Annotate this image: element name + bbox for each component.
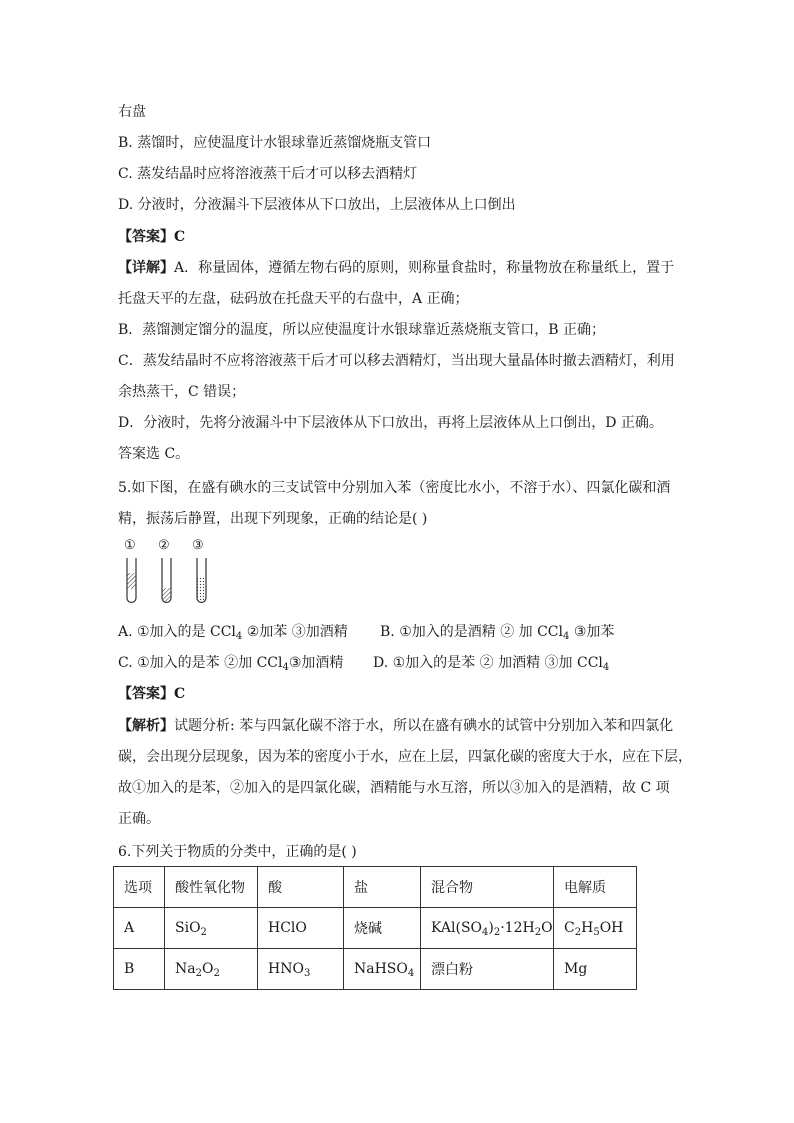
row-a-mixture: [421, 908, 554, 949]
q4-detail-line-6: D．分液时，先将分液漏斗中下层液体从下口放出，再将上层液体从上口倒出，D 正确。: [118, 415, 663, 431]
row-a-mix-sub-1: 4: [482, 927, 489, 938]
tube-1-upper-layer: [127, 573, 136, 589]
q5-answer: 【答案】C: [118, 686, 186, 702]
tube-label-1: ①: [124, 538, 136, 553]
q4-detail-line-7: 答案选 C。: [118, 446, 190, 462]
q5-option-b-text: B. ①加入的是酒精 ② 加 CCl: [380, 624, 563, 640]
q4-detail-line-1: [118, 258, 674, 278]
q4-option-d: D. 分液时，分液漏斗下层液体从下口放出，上层液体从上口倒出: [118, 197, 516, 213]
row-b-salt-sub: 4: [407, 968, 415, 979]
q5-option-c-text: C. ①加入的是苯 ②加 CCl: [118, 655, 283, 671]
q5-option-c-sub: 4: [282, 662, 289, 673]
row-a-mix-2: ): [488, 920, 494, 936]
q5-analysis-line-3: 故①加入的是苯，②加入的是四氯化碳，酒精能与水互溶，所以③加入的是酒精，故 C 项: [118, 780, 670, 796]
q5-option-a-text: A. ①加入的是 CCl: [118, 624, 236, 640]
q4-line-right-pan: 右盘: [118, 104, 146, 120]
header-electrolyte: 电解质: [554, 867, 637, 908]
row-b-acid: [258, 949, 344, 990]
row-b-oxide-sub-1: 2: [195, 968, 202, 979]
q5-stem-line-2: 精，振荡后静置，出现下列现象，正确的结论是( ): [118, 511, 428, 527]
header-acid: 酸: [258, 867, 344, 908]
q5-stem-line-1: 5.如下图，在盛有碘水的三支试管中分别加入苯（密度比水小，不溶于水）、四氯化碳和酒: [118, 480, 671, 496]
q5-option-a: [118, 622, 348, 642]
table-row: [114, 949, 637, 990]
tube-2: [162, 558, 171, 603]
header-salt: 盐: [344, 867, 421, 908]
q5-analysis-line-4: 正确。: [118, 811, 160, 827]
q4-detail-text-1: A．称量固体，遵循左物右码的原则，则称量食盐时，称量物放在称量纸上，置于: [174, 260, 675, 276]
q4-detail-tag: 【详解】: [118, 260, 174, 276]
row-a-electrolyte: [554, 908, 637, 949]
row-a-option: A: [114, 908, 165, 949]
row-a-oxide: [165, 908, 258, 949]
row-a-elec-3: OH: [599, 920, 624, 936]
tube-3-mixed-liquid: [197, 576, 206, 603]
row-a-mix-sub-2: 2: [493, 927, 501, 938]
row-b-oxide: [165, 949, 258, 990]
q4-detail-line-5: 余热蒸干，C 错误；: [118, 384, 246, 400]
q5-analysis-line-2: 碳，会出现分层现象，因为苯的密度小于水，应在上层，四氯化碳的密度大于水，应在下层，: [118, 749, 692, 765]
q5-option-d: [373, 653, 609, 673]
q5-option-a-rest: ②加苯 ③加酒精: [242, 624, 348, 640]
row-b-oxide-1: Na: [175, 961, 196, 977]
row-a-elec-sub-1: 2: [574, 927, 582, 938]
q5-option-b: [380, 622, 614, 642]
table-row: [114, 908, 637, 949]
row-a-oxide-sub: 2: [200, 927, 207, 938]
row-a-acid: HClO: [258, 908, 344, 949]
row-a-elec-1: C: [564, 920, 575, 936]
q5-option-c-rest: ③加酒精: [288, 655, 344, 671]
tube-1: [127, 558, 136, 603]
q5-option-c: [118, 653, 343, 673]
q5-analysis-tag: 【解析】: [118, 718, 174, 734]
row-b-acid-text: HNO: [268, 961, 304, 977]
q5-analysis-text-1: 试题分析: 苯与四氯化碳不溶于水，所以在盛有碘水的试管中分别加入苯和四氯化: [174, 718, 674, 734]
row-a-mix-1: KAl(SO: [431, 920, 483, 936]
row-b-option: B: [114, 949, 165, 990]
q4-detail-line-3: B．蒸馏测定馏分的温度，所以应使温度计水银球靠近蒸烧瓶支管口，B 正确；: [118, 322, 606, 338]
row-b-acid-sub: 3: [303, 968, 311, 979]
q4-option-c: C. 蒸发结晶时应将溶液蒸干后才可以移去酒精灯: [118, 166, 418, 182]
header-mixture: 混合物: [421, 867, 554, 908]
q4-answer: 【答案】C: [118, 229, 186, 245]
q4-detail-line-2: 托盘天平的左盘，砝码放在托盘天平的右盘中，A 正确；: [118, 291, 469, 307]
row-a-elec-2: H: [581, 920, 594, 936]
row-a-mix-4: O: [541, 920, 553, 936]
tube-label-2: ②: [158, 538, 170, 553]
table-header-row: [114, 867, 637, 908]
tube-2-lower-layer: [162, 588, 171, 603]
q5-analysis-line-1: [118, 716, 673, 736]
header-option: 选项: [114, 867, 165, 908]
row-a-elec-sub-2: 5: [593, 927, 600, 938]
classification-table: [113, 866, 637, 990]
row-a-mix-3: ·12H: [500, 920, 535, 936]
q4-detail-line-4: C．蒸发结晶时不应将溶液蒸干后才可以移去酒精灯，当出现大量晶体时撤去酒精灯，利用: [118, 353, 675, 369]
q5-option-a-sub: 4: [235, 631, 243, 642]
row-b-salt: [344, 949, 421, 990]
row-b-mixture: 漂白粉: [421, 949, 554, 990]
row-a-salt: 烧碱: [344, 908, 421, 949]
q4-option-b: B. 蒸馏时，应使温度计水银球靠近蒸馏烧瓶支管口: [118, 135, 432, 151]
q6-stem: 6.下列关于物质的分类中，正确的是( ): [118, 844, 357, 860]
row-a-oxide-text: SiO: [175, 920, 201, 936]
header-acidic-oxide: 酸性氧化物: [165, 867, 258, 908]
tube-3: [197, 558, 206, 603]
row-b-oxide-2: O: [201, 961, 214, 977]
test-tubes-drawing: [118, 538, 228, 608]
row-b-salt-text: NaHSO: [354, 961, 408, 977]
test-tubes-figure: [118, 538, 228, 608]
row-b-oxide-sub-2: 2: [213, 968, 220, 979]
tube-label-3: ③: [192, 538, 204, 553]
q5-option-d-sub: 4: [602, 662, 610, 673]
q5-option-d-text: D. ①加入的是苯 ② 加酒精 ③加 CCl: [373, 655, 603, 671]
row-a-mix-sub-3: 2: [534, 927, 542, 938]
row-b-electrolyte: Mg: [554, 949, 637, 990]
q5-option-b-rest: ③加苯: [569, 624, 615, 640]
q5-option-b-sub: 4: [563, 631, 570, 642]
